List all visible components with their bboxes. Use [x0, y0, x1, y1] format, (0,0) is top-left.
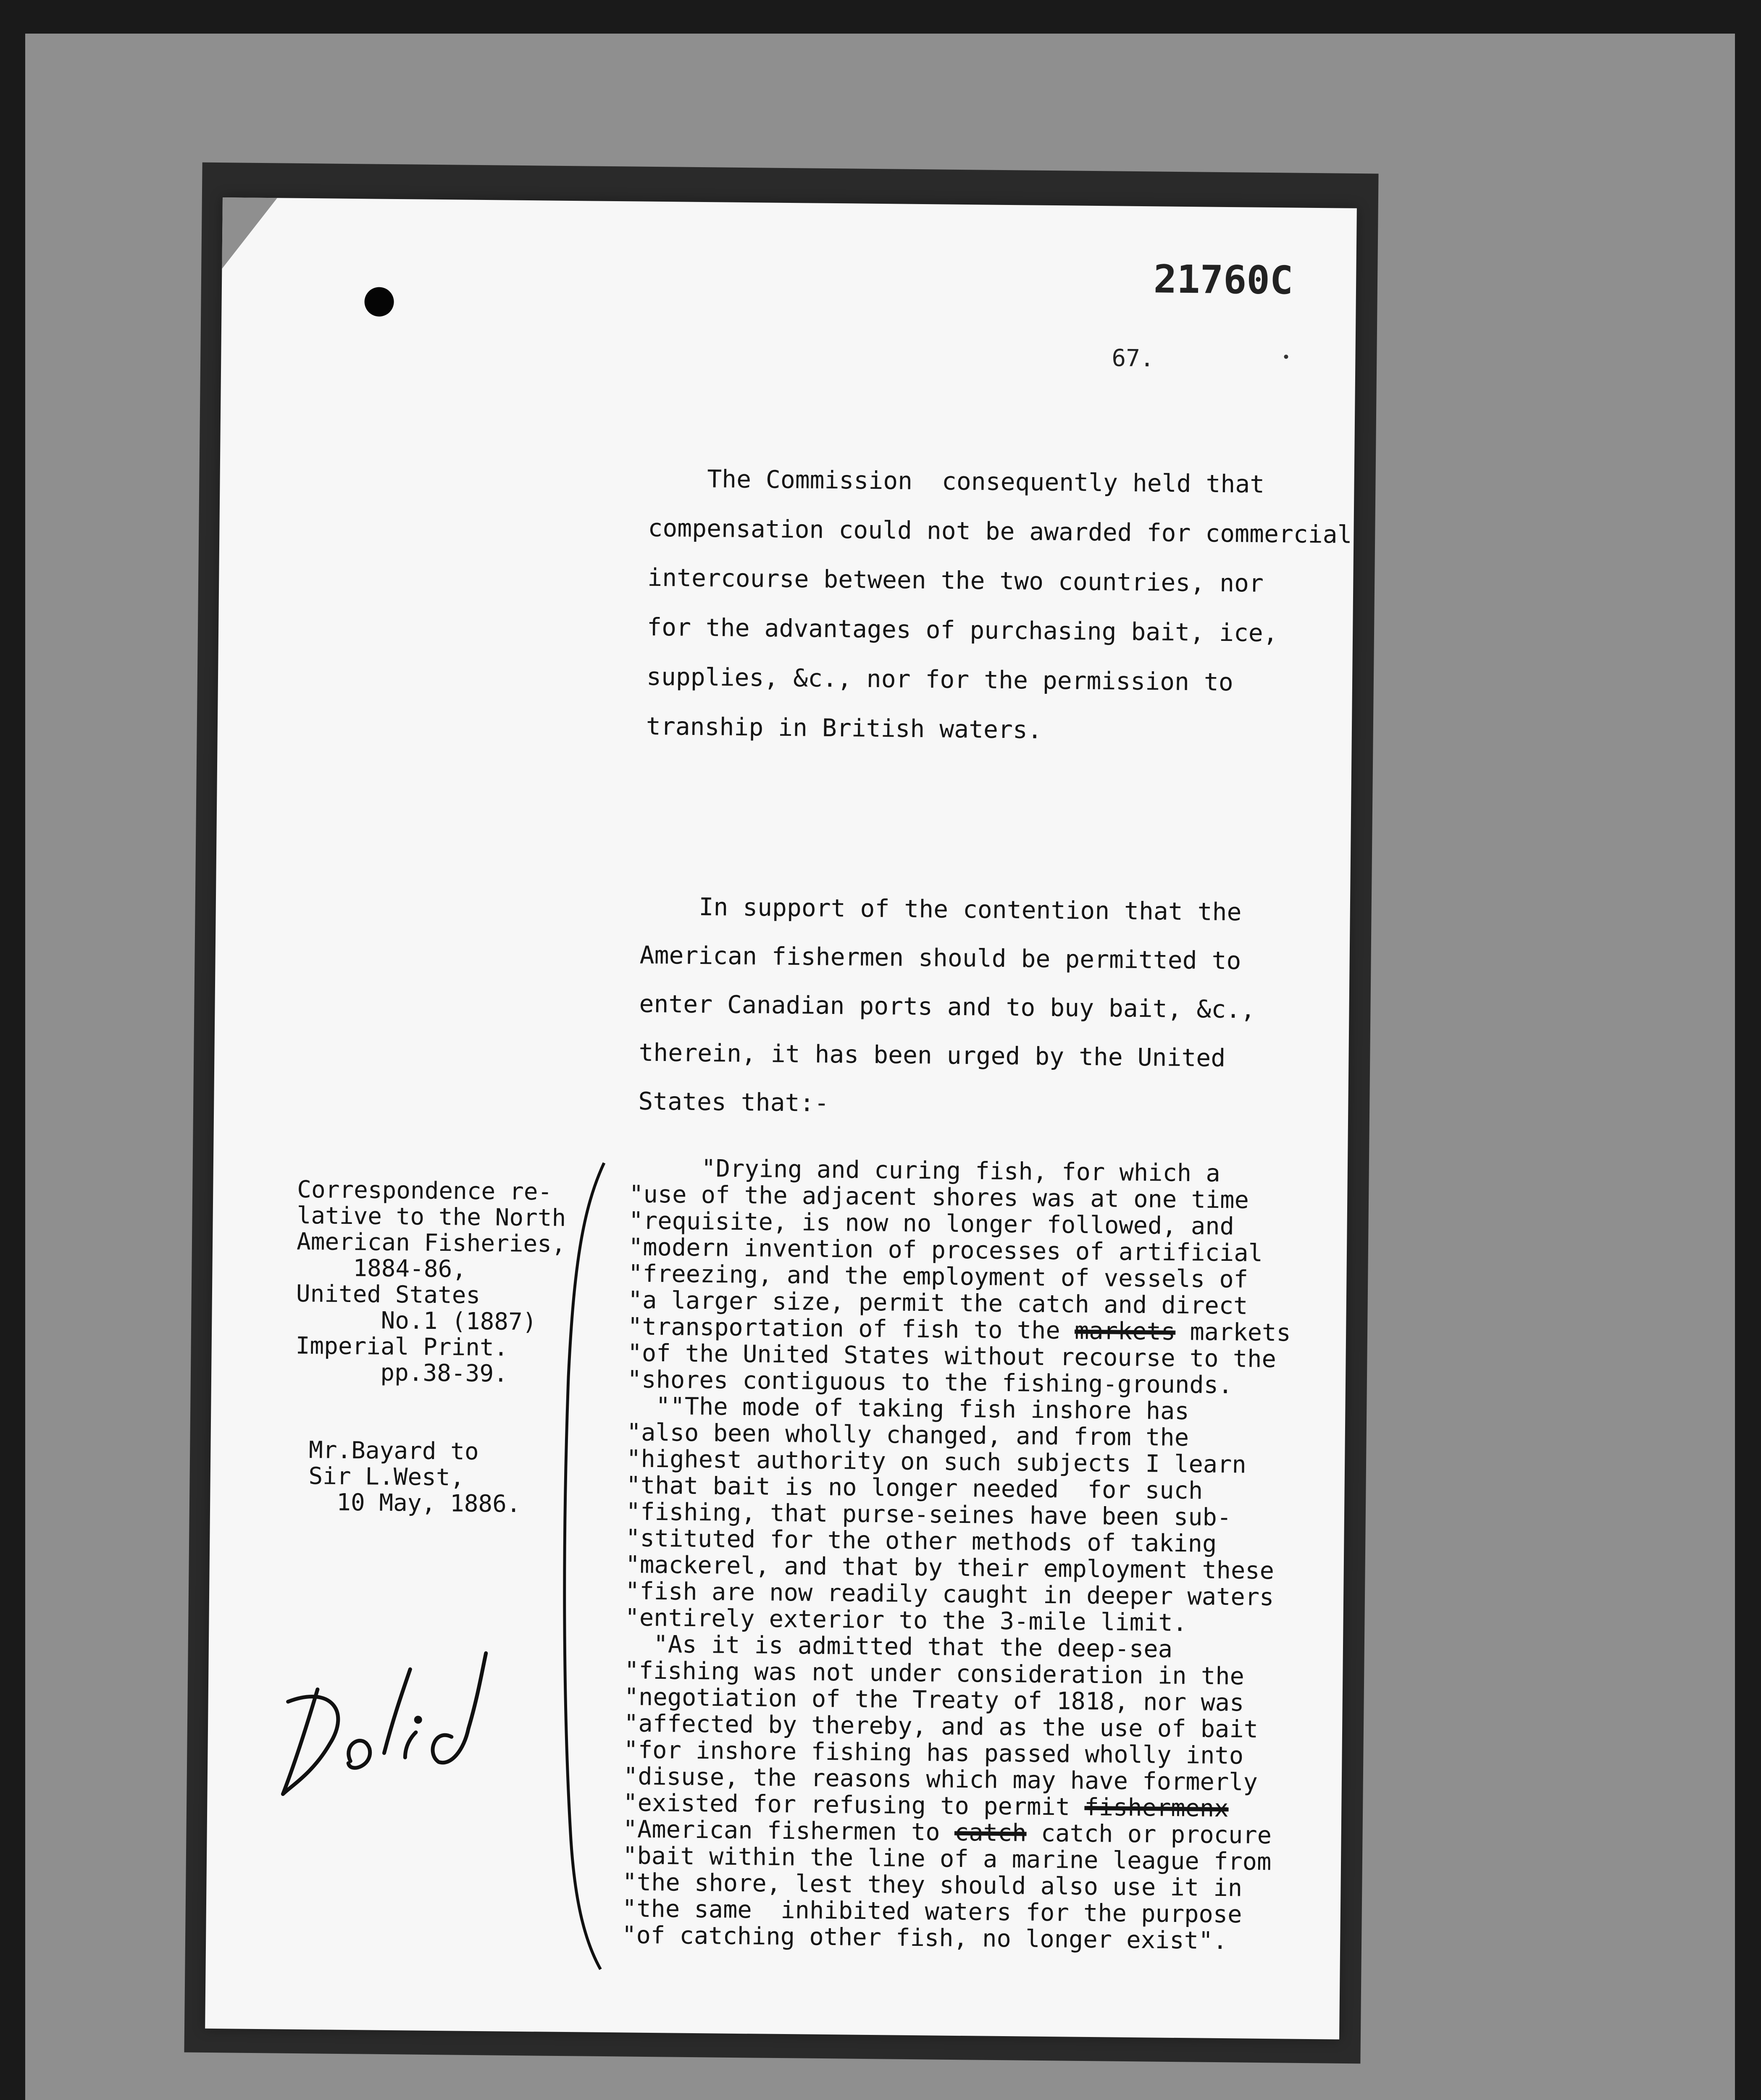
text-line: "the shore, lest they should also use it in: [622, 1868, 1243, 1902]
text-line: "the same inhibited waters for the purpose: [622, 1895, 1242, 1929]
text-line: therein, it has been urged by the United: [639, 1038, 1226, 1073]
text-line: "mackerel, and that by their employment these: [625, 1551, 1275, 1585]
text-line: "bait within the line of a marine league from: [622, 1842, 1272, 1876]
text-line: "fishing, that purse-seines have been sub-: [626, 1498, 1232, 1532]
text-line: 1884-86,: [296, 1254, 467, 1283]
text-segment: "transportation of fish to the: [627, 1312, 1075, 1345]
text-line: "modern invention of processes of artificial: [628, 1233, 1263, 1267]
text-line: "that bait is no longer needed for such: [626, 1471, 1203, 1505]
text-line: ""The mode of taking fish inshore has: [627, 1392, 1190, 1425]
text-line: The Commission consequently held that: [648, 464, 1265, 499]
text-line: "entirely exterior to the 3-mile limit.: [625, 1604, 1188, 1637]
text-line: Sir L.West,: [294, 1462, 465, 1491]
struck-word: markets: [1074, 1317, 1176, 1346]
document-number-stamp: 21760C: [1153, 257, 1293, 303]
text-line: for the advantages of purchasing bait, ice,: [647, 612, 1278, 648]
struck-word: catch: [954, 1818, 1027, 1847]
text-segment: markets: [1175, 1318, 1291, 1347]
text-line: "affected by thereby, and as the use of bait: [623, 1709, 1259, 1743]
text-line: "a larger size, permit the catch and direct: [628, 1286, 1248, 1320]
text-line: "freezing, and the employment of vessels of: [628, 1260, 1248, 1294]
text-line: "of the United States without recourse to the: [627, 1339, 1277, 1373]
text-line: "negotiation of the Treaty of 1818, nor was: [624, 1683, 1244, 1717]
text-line: enter Canadian ports and to buy bait, &c.,: [639, 989, 1256, 1024]
page-number: 67.: [1112, 344, 1154, 373]
text-line: lative to the North: [297, 1202, 566, 1232]
text-line: compensation could not be awarded for commercial: [648, 513, 1352, 549]
text-line: States that:-: [638, 1087, 829, 1117]
ink-dot: [1284, 354, 1288, 359]
text-line: In support of the contention that the: [640, 892, 1242, 927]
text-line: 10 May, 1886.: [294, 1488, 521, 1518]
margin-letter-reference: [294, 1437, 521, 1517]
text-line: Correspondence re-: [297, 1176, 552, 1206]
text-line: American fishermen should be permitted to: [639, 940, 1241, 975]
text-line: Mr.Bayard to: [294, 1436, 479, 1465]
text-line: "As it is admitted that the deep-sea: [624, 1630, 1173, 1663]
text-line: "stituted for the other methods of taking: [626, 1524, 1217, 1558]
text-line: "disuse, the reasons which may have formerly: [623, 1762, 1258, 1796]
text-line: "fish are now readily caught in deeper waters: [625, 1577, 1274, 1612]
text-line: tranship in British waters.: [646, 711, 1043, 744]
margin-citation: [295, 1177, 566, 1388]
text-line: "fishing was not under consideration in the: [624, 1656, 1245, 1690]
text-line: United States: [296, 1280, 481, 1310]
text-line: "also been wholly changed, and from the: [626, 1418, 1189, 1452]
paragraph-commission: [646, 454, 1353, 758]
document-page: [205, 197, 1357, 2040]
quoted-passage: [622, 1155, 1293, 1955]
text-line: pp.38-39.: [295, 1358, 508, 1388]
text-line: "highest authority on such subjects I learn: [626, 1445, 1247, 1479]
text-line: "Drying and curing fish, for which a: [629, 1154, 1221, 1187]
handwritten-signature: [266, 1634, 503, 1813]
text-line: "shores contiguous to the fishing-grounds.: [627, 1365, 1233, 1399]
paragraph-support: [638, 882, 1256, 1131]
text-line: supplies, &c., nor for the permission to: [646, 662, 1234, 697]
text-line: American Fisheries,: [296, 1228, 566, 1258]
punch-hole: [364, 287, 394, 317]
text-segment: "American fishermen to: [623, 1815, 955, 1846]
text-line: Imperial Print.: [295, 1332, 508, 1362]
text-line: No.1 (1887): [296, 1306, 537, 1336]
text-line: "use of the adjacent shores was at one time: [628, 1180, 1249, 1214]
text-line: "of catching other fish, no longer exist".: [622, 1921, 1227, 1955]
text-segment: catch or procure: [1026, 1819, 1272, 1850]
folded-corner: [222, 197, 277, 269]
text-line: "requisite, is now no longer followed, and: [628, 1207, 1235, 1241]
text-line: intercourse between the two countries, nor: [647, 563, 1264, 598]
struck-word: fishermenx: [1084, 1793, 1229, 1823]
text-segment: "existed for refusing to permit: [623, 1789, 1085, 1821]
text-line: "for inshore fishing has passed wholly into: [623, 1736, 1244, 1770]
